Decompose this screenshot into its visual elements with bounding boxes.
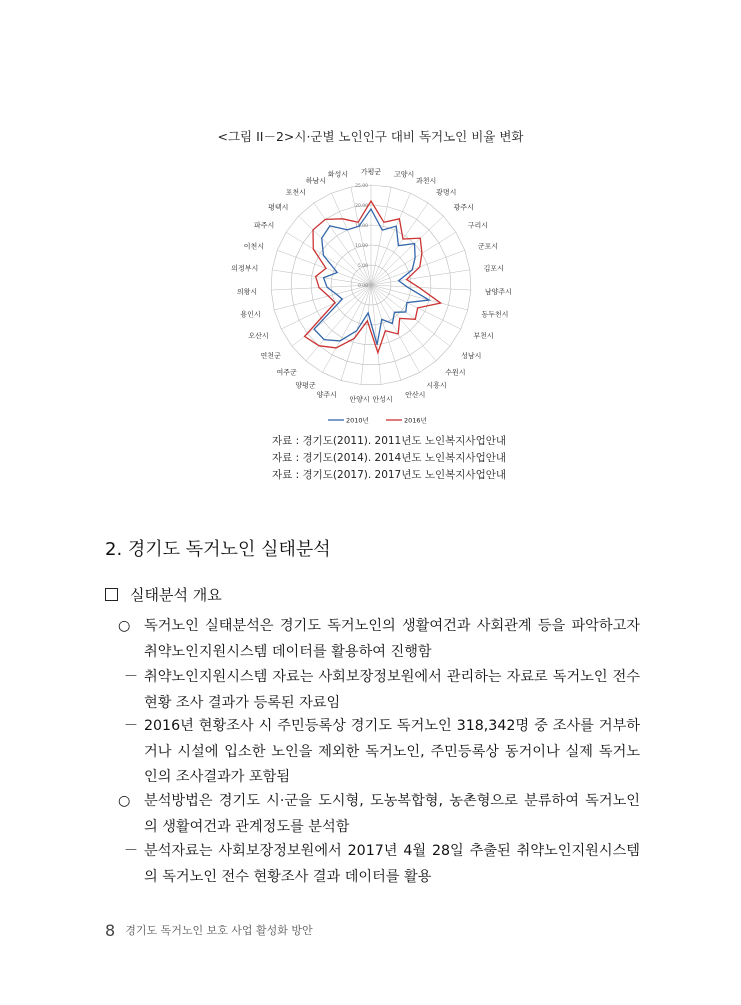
grid-spoke [371, 216, 443, 285]
category-label: 의정부시 [231, 264, 259, 273]
figure-sources [272, 433, 506, 484]
grid-spoke [371, 232, 456, 285]
category-label: 의왕시 [236, 287, 258, 296]
radial-tick-label: 15.00 [355, 224, 368, 229]
bullet-item [118, 614, 640, 665]
circle-bullet-icon: ○ [118, 618, 131, 634]
dash-bullet-icon: － [123, 669, 139, 685]
running-title: 경기도 독거노인 보호 사업 활성화 방안 [125, 924, 313, 937]
category-label: 여주군 [276, 368, 297, 377]
category-label: 연천군 [260, 351, 281, 360]
category-label: 하남시 [305, 177, 327, 186]
category-label: 양평군 [295, 381, 316, 390]
category-label: 광주시 [453, 203, 474, 212]
section-title: 2. 경기도 독거노인 실태분석 [105, 539, 331, 560]
category-label: 김포시 [483, 264, 504, 273]
figure-caption: <그림 II－2>시·군별 노인인구 대비 독거노인 비율 변화 [217, 129, 524, 144]
sub-bullet-item [118, 839, 640, 890]
radial-tick-label: 5.00 [357, 264, 368, 269]
series-line-2010년 [314, 209, 429, 345]
category-label: 수원시 [445, 368, 466, 377]
category-label: 평택시 [268, 203, 289, 212]
bullet-item [118, 789, 640, 840]
category-label: 포천시 [285, 188, 306, 197]
radar-legend [328, 416, 427, 425]
category-label: 가평군 [360, 168, 382, 176]
grid-spoke [286, 232, 371, 285]
category-label: 양주시 [316, 390, 337, 399]
grid-spoke [341, 285, 371, 380]
radial-tick-label: 20.00 [355, 204, 368, 209]
category-label: 동두천시 [481, 310, 509, 319]
bullet-text: 독거노인 실태분석은 경기도 독거노인의 생활여건과 사회관계 등을 파악하고자 취약노인지원시스템 데이터를 활용하여 진행함 [144, 618, 640, 660]
grid-spoke [371, 285, 420, 372]
sub-bullet-item [118, 714, 640, 791]
radial-tick-label: 25.00 [355, 184, 368, 189]
sub-heading-text: 실태분석 개요 [130, 586, 222, 604]
grid-spoke [371, 285, 468, 310]
radial-tick-label: 10.00 [355, 244, 368, 249]
legend-label: 2016년 [404, 416, 427, 425]
category-label: 성남시 [461, 351, 482, 360]
sub-bullet-text: 2016년 현황조사 시 주민등록상 경기도 독거노인 318,342명 중 조사를 거부하거나 시설에 입소한 노인을 제외한 독거노인, 주민등록상 동거이나 실제 독거노인의 조사결과가 포함됨 [144, 718, 640, 785]
category-label: 안양시 [349, 395, 370, 404]
radar-chart [225, 152, 517, 432]
legend-label: 2010년 [346, 416, 369, 425]
checkbox-square-icon [105, 588, 118, 601]
category-label: 남양주시 [484, 287, 512, 296]
dash-bullet-icon: － [123, 718, 139, 734]
grid-spoke [274, 285, 371, 310]
category-label: 오산시 [248, 332, 269, 341]
grid-spoke [371, 285, 401, 380]
radar-tick-labels [355, 183, 368, 289]
category-label: 안산시 [405, 390, 426, 399]
category-label: 광명시 [436, 188, 457, 197]
grid-spoke [292, 285, 371, 346]
circle-bullet-icon: ○ [118, 793, 131, 809]
sub-bullet-text: 취약노인지원시스템 자료는 사회보장정보원에서 관리하는 자료로 독거노인 전수 현황 조사 결과가 등록된 자료임 [144, 669, 640, 711]
category-label: 과천시 [415, 177, 437, 186]
category-label: 군포시 [477, 242, 499, 251]
dash-bullet-icon: － [123, 843, 139, 859]
category-label: 화성시 [327, 170, 349, 179]
page-footer [105, 921, 313, 940]
sub-bullet-text: 분석자료는 사회보장정보원에서 2017년 4월 28일 추출된 취약노인지원시스템의 독거노인 전수 현황조사 결과 데이터를 활용 [144, 843, 640, 885]
category-label: 안성시 [372, 395, 393, 404]
bullet-text: 분석방법은 경기도 시·군을 도시형, 도농복합형, 농촌형으로 분류하여 독거노인의 생활여건과 관계정도를 분석함 [144, 793, 640, 835]
source-line: 자료 : 경기도(2011). 2011년도 노인복지사업안내 [272, 435, 507, 447]
category-label: 구리시 [467, 221, 489, 230]
category-label: 고양시 [393, 170, 415, 179]
sub-bullet-item [118, 665, 640, 716]
page-number: 8 [105, 921, 116, 940]
category-label: 부천시 [473, 332, 494, 341]
radar-grid [271, 185, 471, 384]
category-label: 시흥시 [426, 381, 447, 390]
category-label: 이천시 [243, 242, 265, 251]
grid-spoke [361, 285, 371, 384]
source-line: 자료 : 경기도(2017). 2017년도 노인복지사업안내 [272, 469, 507, 481]
source-line: 자료 : 경기도(2014). 2014년도 노인복지사업안내 [272, 452, 507, 464]
radial-tick-label: 0.00 [357, 284, 368, 289]
sub-heading [105, 584, 222, 605]
category-label: 파주시 [253, 221, 275, 230]
category-label: 용인시 [240, 310, 261, 319]
